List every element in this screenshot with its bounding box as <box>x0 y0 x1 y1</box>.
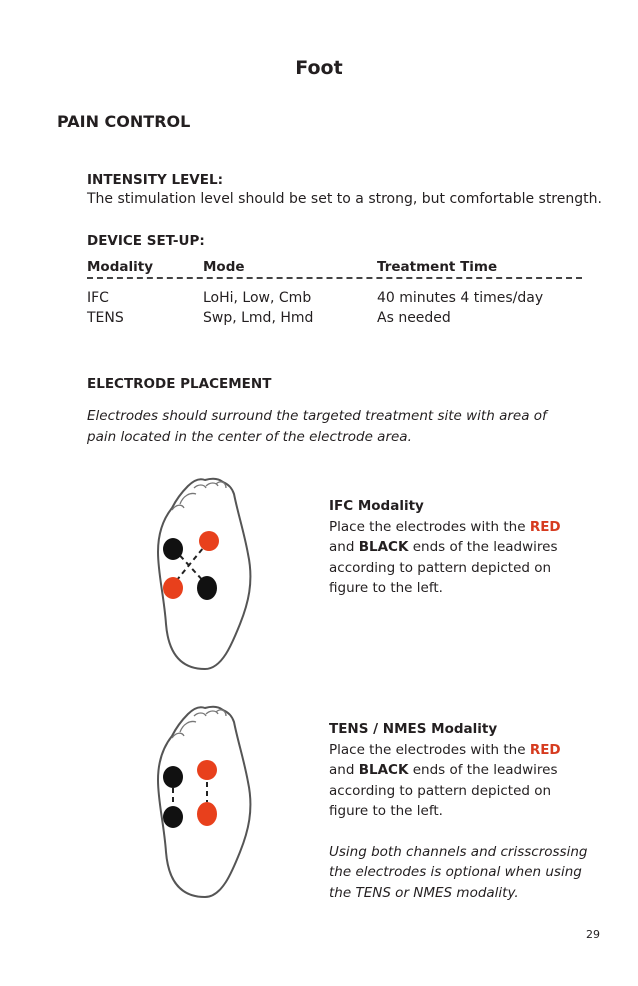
ifc-line3: according to pattern depicted on <box>329 559 552 576</box>
section-heading: PAIN CONTROL <box>57 112 191 131</box>
table-cell: TENS <box>87 310 124 326</box>
ifc-line4: figure to the left. <box>329 580 443 596</box>
intensity-text: The stimulation level should be set to a strong, but comfortable strength. <box>87 191 602 207</box>
device-setup-heading: DEVICE SET-UP: <box>87 233 205 249</box>
red-label: RED <box>529 518 561 535</box>
tens-description <box>329 719 599 903</box>
tens-note-line1: Using both channels and crisscrossing <box>329 843 588 860</box>
page-title: Foot <box>295 57 343 79</box>
ifc-line1: Place the electrodes with the <box>329 518 530 535</box>
black-label: BLACK <box>358 539 409 555</box>
ifc-heading: IFC Modality <box>329 498 424 514</box>
table-cell: 40 minutes 4 times/day <box>377 290 544 306</box>
page-number: 29 <box>586 928 600 941</box>
black-electrode <box>163 806 183 828</box>
red-label: RED <box>529 741 561 758</box>
red-electrode <box>197 802 217 826</box>
black-electrode <box>163 538 183 560</box>
ifc-line2-pre: and <box>329 539 359 555</box>
foot-outline <box>158 479 250 669</box>
ifc-description <box>329 496 599 599</box>
table-cell: Swp, Lmd, Hmd <box>203 310 314 326</box>
tens-line2-pre: and <box>329 762 359 778</box>
foot-outline <box>158 707 250 897</box>
table-divider <box>87 277 582 279</box>
column-header-modality: Modality <box>87 259 153 275</box>
electrode-placement-heading: ELECTRODE PLACEMENT <box>87 376 272 392</box>
table-cell: IFC <box>87 290 109 306</box>
foot-diagram-ifc <box>150 474 260 674</box>
foot-diagram-tens <box>150 702 260 902</box>
electrode-placement-text: Electrodes should surround the targeted treatment site with area of pain located in the center of the electrode area. <box>87 408 547 445</box>
red-electrode <box>199 531 219 551</box>
black-electrode <box>163 766 183 788</box>
column-header-treatment-time: Treatment Time <box>377 259 498 275</box>
column-header-mode: Mode <box>203 259 245 275</box>
tens-heading: TENS / NMES Modality <box>329 721 498 737</box>
tens-line3: according to pattern depicted on <box>329 782 552 799</box>
table-cell: LoHi, Low, Cmb <box>203 290 312 306</box>
intensity-heading: INTENSITY LEVEL: <box>87 172 223 188</box>
tens-note-line3: the TENS or NMES modality. <box>329 884 519 901</box>
black-electrode <box>197 576 217 600</box>
tens-line1: Place the electrodes with the <box>329 741 530 758</box>
tens-line4: figure to the left. <box>329 803 443 819</box>
tens-line2-post: ends of the leadwires <box>408 762 558 778</box>
red-electrode <box>197 760 217 780</box>
black-label: BLACK <box>358 762 409 778</box>
table-cell: As needed <box>377 310 451 326</box>
red-electrode <box>163 577 183 599</box>
tens-note-line2: the electrodes is optional when using <box>329 864 582 880</box>
ifc-line2-post: ends of the leadwires <box>408 539 558 555</box>
